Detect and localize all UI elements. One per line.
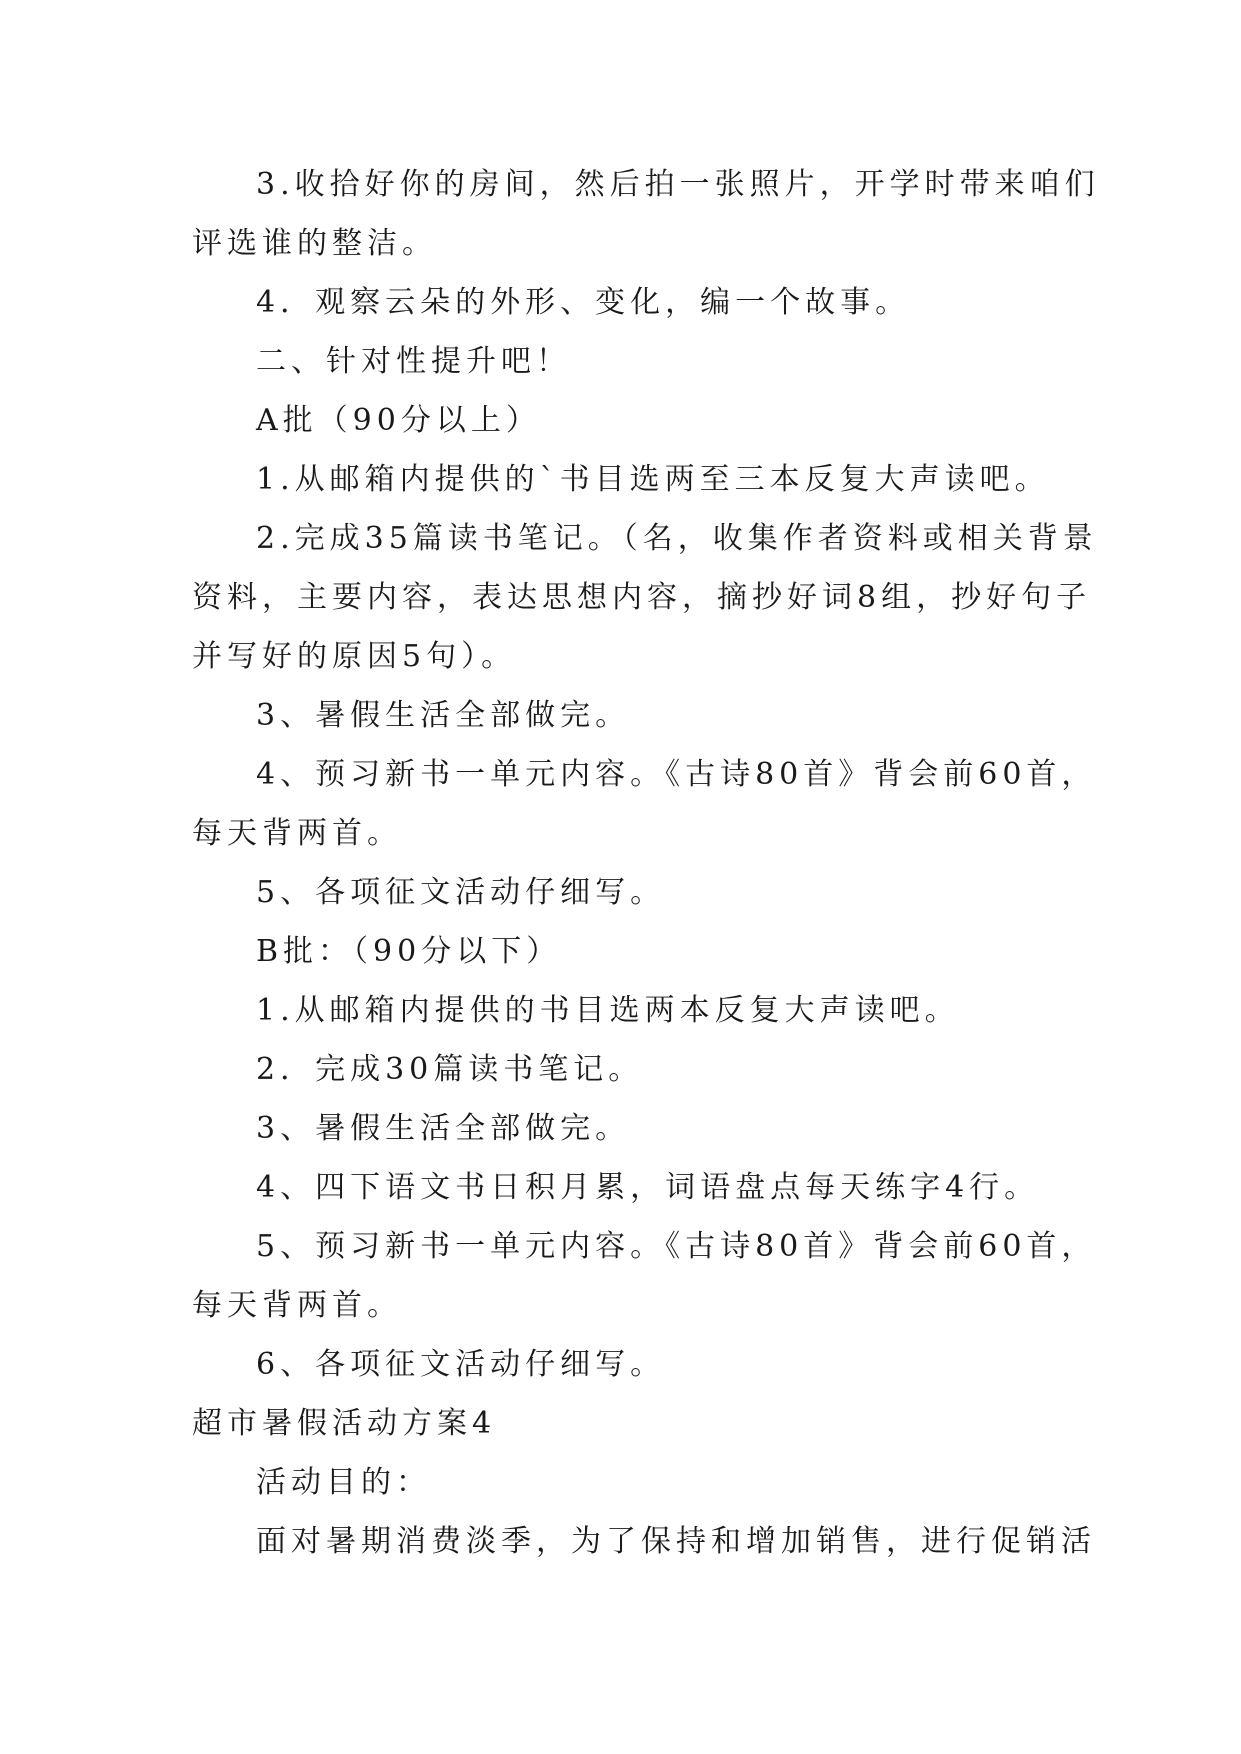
- group-heading: A批（90分以上）: [256, 403, 541, 438]
- paragraph-line: 1.从邮箱内提供的`书目选两至三本反复大声读吧。: [256, 462, 1050, 497]
- paragraph-line: 3、暑假生活全部做完。: [256, 1111, 631, 1146]
- paragraph-line: 6、各项征文活动仔细写。: [256, 1347, 666, 1382]
- paragraph-line: 3、暑假生活全部做完。: [256, 698, 631, 733]
- paragraph-line: 4、预习新书一单元内容。《古诗80首》背会前60首，: [256, 757, 1097, 792]
- group-heading: B批：（90分以下）: [256, 934, 562, 969]
- paragraph-line: 2.完成35篇读书笔记。（名，收集作者资料或相关背景: [256, 521, 1098, 556]
- paragraph-line: 资料，主要内容，表达思想内容，摘抄好词8组，抄好句子: [192, 580, 1092, 615]
- paragraph-line: 3.收拾好你的房间，然后拍一张照片，开学时带来咱们: [256, 167, 1100, 202]
- section-heading: 二、针对性提升吧！: [256, 344, 571, 379]
- paragraph-line: 面对暑期消费淡季，为了保持和增加销售，进行促销活: [256, 1524, 1096, 1559]
- paragraph-line: 并写好的原因5句）。: [192, 639, 517, 674]
- paragraph-line: 每天背两首。: [192, 1288, 402, 1323]
- paragraph-line: 5、预习新书一单元内容。《古诗80首》背会前60首，: [256, 1229, 1097, 1264]
- paragraph-line: 4．观察云朵的外形、变化，编一个故事。: [256, 285, 911, 320]
- document-title: 超市暑假活动方案4: [192, 1406, 497, 1441]
- paragraph-line: 2．完成30篇读书笔记。: [256, 1052, 644, 1087]
- paragraph-line: 每天背两首。: [192, 816, 402, 851]
- paragraph-line: 4、四下语文书日积月累，词语盘点每天练字4行。: [256, 1170, 1040, 1205]
- paragraph-line: 1.从邮箱内提供的书目选两本反复大声读吧。: [256, 993, 960, 1028]
- paragraph-line: 活动目的：: [256, 1465, 431, 1500]
- paragraph-line: 5、各项征文活动仔细写。: [256, 875, 666, 910]
- paragraph-line: 评选谁的整洁。: [192, 226, 437, 261]
